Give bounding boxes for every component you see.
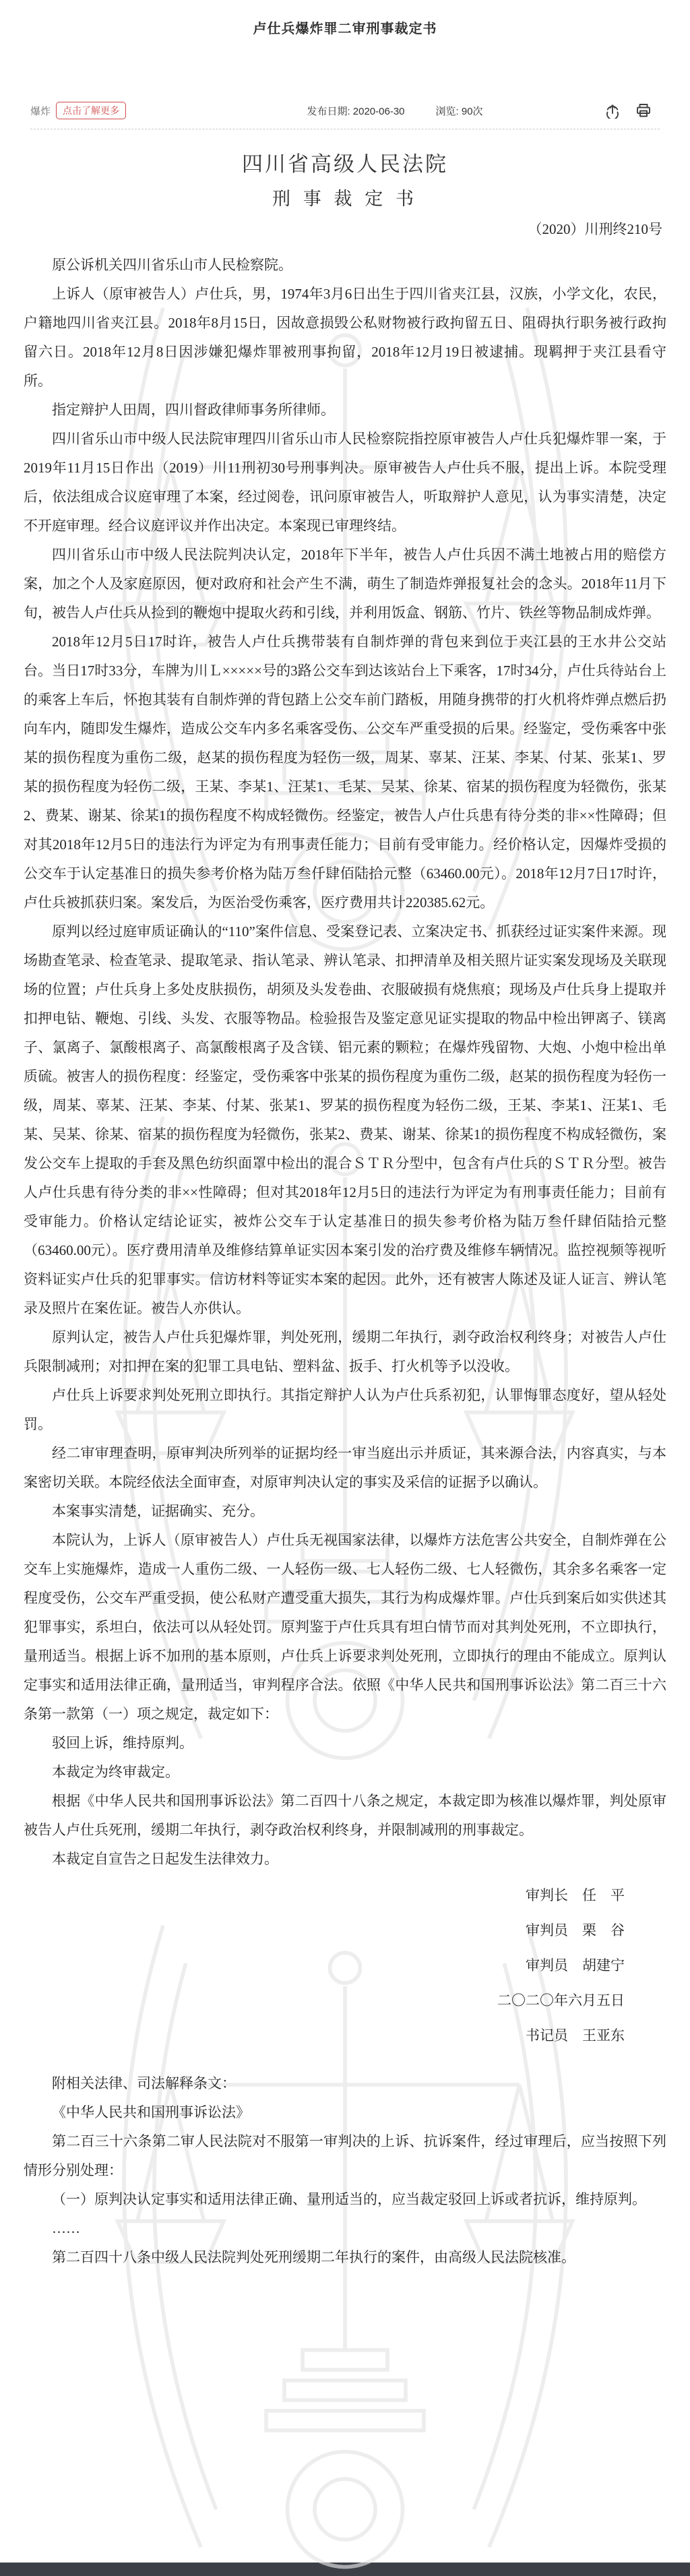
paragraph: 原判认定，被告人卢仕兵犯爆炸罪，判处死刑，缓期二年执行，剥夺政治权利终身；对被告人卢仕兵限制减刑；对扣押在案的犯罪工具电钻、塑料盆、扳手、打火机等予以没收。 bbox=[24, 1329, 666, 1374]
paragraph: 指定辩护人田周，四川督政律师事务所律师。 bbox=[52, 402, 335, 418]
paragraph: 本案事实清楚，证据确实、充分。 bbox=[52, 1503, 264, 1519]
meta-bar bbox=[30, 102, 660, 129]
keyword-label: 爆炸 bbox=[30, 105, 51, 117]
appendix-article: 第二百三十六条第二审人民法院对不服第一审判决的上诉、抗诉案件，经过审理后，应当按照下列情形分别处理： bbox=[24, 2133, 666, 2178]
document-body bbox=[0, 147, 690, 2272]
paragraph: 本裁定自宣告之日起发生法律效力。 bbox=[52, 1851, 278, 1867]
court-name: 四川省高级人民法院 bbox=[242, 152, 448, 176]
footer-bar bbox=[0, 2563, 690, 2576]
keyword-group bbox=[30, 102, 185, 119]
keyword-more-link[interactable]: 点击了解更多 bbox=[56, 102, 126, 119]
paragraph: 本院认为，上诉人（原审被告人）卢仕兵无视国家法律，以爆炸方法危害公共安全，自制炸弹在公交车上实施爆炸，造成一人重伤二级、一人轻伤一级、七人轻伤二级、七人轻微伤，其余多名乘客一定程度受伤，公交车严重受损，使公私财产遭受重大损失，其行为构成爆炸罪。卢仕兵到案后如实供述其犯罪事实，系坦白，依法可以从轻处罚。原判鉴于卢仕兵具有坦白情节而对其判处死刑，不立即执行，量刑适当。根据上诉不加刑的基本原则，卢仕兵上诉要求判处死刑，立即执行的理由不能成立。原判认定事实和适用法律正确，量刑适当，审判程序合法。依照《中华人民共和国刑事诉讼法》第二百三十六条第一款第（一）项之规定，裁定如下： bbox=[24, 1532, 666, 1722]
publish-info bbox=[185, 104, 604, 118]
paragraph: 根据《中华人民共和国刑事诉讼法》第二百四十八条之规定，本裁定即为核准以爆炸罪，判处原审被告人卢仕兵死刑，缓期二年执行，剥夺政治权利终身，并限制减刑的刑事裁定。 bbox=[24, 1793, 666, 1838]
appendix-ellipsis: …… bbox=[52, 2220, 80, 2236]
judge-line: 审判员 栗 谷 bbox=[526, 1922, 625, 1938]
paragraph: 驳回上诉，维持原判。 bbox=[52, 1735, 193, 1751]
paragraph: 本裁定为终审裁定。 bbox=[52, 1764, 179, 1780]
appendix-article: 第二百四十八条中级人民法院判处死刑缓期二年执行的案件，由高级人民法院核准。 bbox=[52, 2249, 575, 2265]
paragraph: 原判以经过庭审质证确认的“110”案件信息、受案登记表、立案决定书、抓获经过证实案件来源。现场勘查笔录、检查笔录、提取笔录、指认笔录、辨认笔录、扣押清单及相关照片证实案发现场及关联现场的位置；卢仕兵身上多处皮肤损伤，胡须及头发卷曲、衣服破损有烧焦痕；现场及卢仕兵身上提取并扣押电钻、鞭炮、引线、头发、衣服等物品。检验报告及鉴定意见证实提取的物品中检出钾离子、镁离子、氯离子、氯酸根离子、高氯酸根离子及含镁、铝元素的颗粒；在爆炸残留物、大炮、小炮中检出单质硫。被害人的损伤程度：经鉴定，受伤乘客中张某的损伤程度为重伤二级，赵某的损伤程度为轻伤一级，周某、辜某、汪某、李某、付某、张某1、罗某的损伤程度为轻伤二级，王某、李某1、汪某1、毛某、吴某、徐某、宿某的损伤程度为轻微伤，张某2、费某、谢某、徐某1的损伤程度不构成轻微伤，案发公交车上提取的手套及黑色纺织面罩中检出的混合ＳＴＲ分型中，包含有卢仕兵的ＳＴＲ分型。被告人卢仕兵患有待分类的非××性障碍；但对其2018年12月5日的违法行为评定为有刑事责任能力；目前有受审能力。价格认定结论证实，被炸公交车于认定基准日的损失参考价格为陆万叁仟肆佰陆拾元整（63460.00元）。医疗费用清单及维修结算单证实因本案引发的治疗费及维修车辆情况。监控视频等视听资料证实卢仕兵的犯罪事实。信访材料等证实本案的起因。此外，还有被害人陈述及证人证言、辨认笔录及照片在案佐证。被告人亦供认。 bbox=[24, 923, 666, 1316]
meta-actions bbox=[604, 102, 652, 119]
paragraph: 原公诉机关四川省乐山市人民检察院。 bbox=[52, 257, 292, 273]
appendix-heading: 附相关法律、司法解释条文： bbox=[52, 2075, 236, 2091]
paragraph: 卢仕兵上诉要求判处死刑立即执行。其指定辩护人认为卢仕兵系初犯，认罪悔罪态度好，望从轻处罚。 bbox=[24, 1387, 666, 1432]
paragraph: 上诉人（原审被告人）卢仕兵，男，1974年3月6日出生于四川省夹江县，汉族，小学文化，农民，户籍地四川省夹江县。2018年8月15日，因故意损毁公私财物被行政拘留五日、阻碍执行职务被行政拘留六日。2018年12月8日因涉嫌犯爆炸罪被刑事拘留，2018年12月19日被逮捕。现羁押于夹江县看守所。 bbox=[24, 286, 666, 389]
publish-date: 发布日期: 2020-06-30 bbox=[307, 105, 405, 117]
paragraph: 经二审审理查明，原审判决所列举的证据均经一审当庭出示并质证，其来源合法，内容真实，与本案密切关联。本院经依法全面审查，对原审判决认定的事实及采信的证据予以确认。 bbox=[24, 1445, 666, 1490]
paragraph: 四川省乐山市中级人民法院判决认定，2018年下半年，被告人卢仕兵因不满土地被占用的赔偿方案，加之个人及家庭原因，便对政府和社会产生不满，萌生了制造炸弹报复社会的念头。2018年11月下旬，被告人卢仕兵从捡到的鞭炮中提取火药和引线，并利用饭盒、钢筋、竹片、铁丝等物品制成炸弹。 bbox=[24, 547, 666, 621]
case-number: （2020）川刑终210号 bbox=[528, 221, 662, 237]
ruling-date-line: 二〇二〇年六月五日 bbox=[497, 1992, 625, 2008]
ruling-text bbox=[24, 251, 666, 1874]
clerk-line: 书记员 王亚东 bbox=[526, 2027, 625, 2044]
view-count: 浏览: 90次 bbox=[435, 105, 483, 117]
document-type-heading: 刑 事 裁 定 书 bbox=[272, 189, 418, 209]
page-title: 卢仕兵爆炸罪二审刑事裁定书 bbox=[253, 22, 437, 36]
paragraph: 2018年12月5日17时许，被告人卢仕兵携带装有自制炸弹的背包来到位于夹江县的王水井公交站台。当日17时33分，车牌为川Ｌ×××××号的3路公交车到达该站台上下乘客，17时34分，卢仕兵待站台上的乘客上车后，怀抱其装有自制炸弹的背包踏上公交车前门踏板，用随身携带的打火机将炸弹点燃后扔向车内，随即发生爆炸，造成公交车内多名乘客受伤、公交车严重受损的后果。经鉴定，受伤乘客中张某的损伤程度为重伤二级，赵某的损伤程度为轻伤一级，周某、辜某、汪某、李某、付某、张某1、罗某的损伤程度为轻伤二级，王某、李某1、汪某1、毛某、吴某、徐某、宿某的损伤程度为轻微伤，张某2、费某、谢某、徐某1的损伤程度不构成轻微伤。经鉴定，被告人卢仕兵患有待分类的非××性障碍；但对其2018年12月5日的违法行为评定为有刑事责任能力；目前有受审能力。经价格认定，因爆炸受损的公交车于认定基准日的损失参考价格为陆万叁仟肆佰陆拾元整（63460.00元）。2018年12月7日17时许，卢仕兵被抓获归案。案发后，为医治受伤乘客，医疗费用共计220385.62元。 bbox=[24, 634, 666, 911]
print-icon[interactable] bbox=[635, 102, 652, 119]
appendix-article: （一）原判决认定事实和适用法律正确、量刑适当的，应当裁定驳回上诉或者抗诉，维持原判。 bbox=[52, 2191, 646, 2207]
presiding-judge-line: 审判长 任 平 bbox=[526, 1887, 625, 1903]
paragraph: 四川省乐山市中级人民法院审理四川省乐山市人民检察院指控原审被告人卢仕兵犯爆炸罪一案，于2019年11月15日作出（2019）川11刑初30号刑事判决。原审被告人卢仕兵不服，提出上诉。本院受理后，依法组成合议庭审理了本案，经过阅卷，讯问原审被告人，听取辩护人意见，认为事实清楚，决定不开庭审理。经合议庭评议并作出决定。本案现已审理终结。 bbox=[24, 431, 666, 534]
judge-line: 审判员 胡建宁 bbox=[526, 1957, 625, 1973]
appendix-law-title: 《中华人民共和国刑事诉讼法》 bbox=[52, 2104, 250, 2120]
signature-block bbox=[24, 1878, 666, 2053]
share-icon[interactable] bbox=[604, 102, 621, 119]
appendix-block bbox=[24, 2069, 666, 2272]
